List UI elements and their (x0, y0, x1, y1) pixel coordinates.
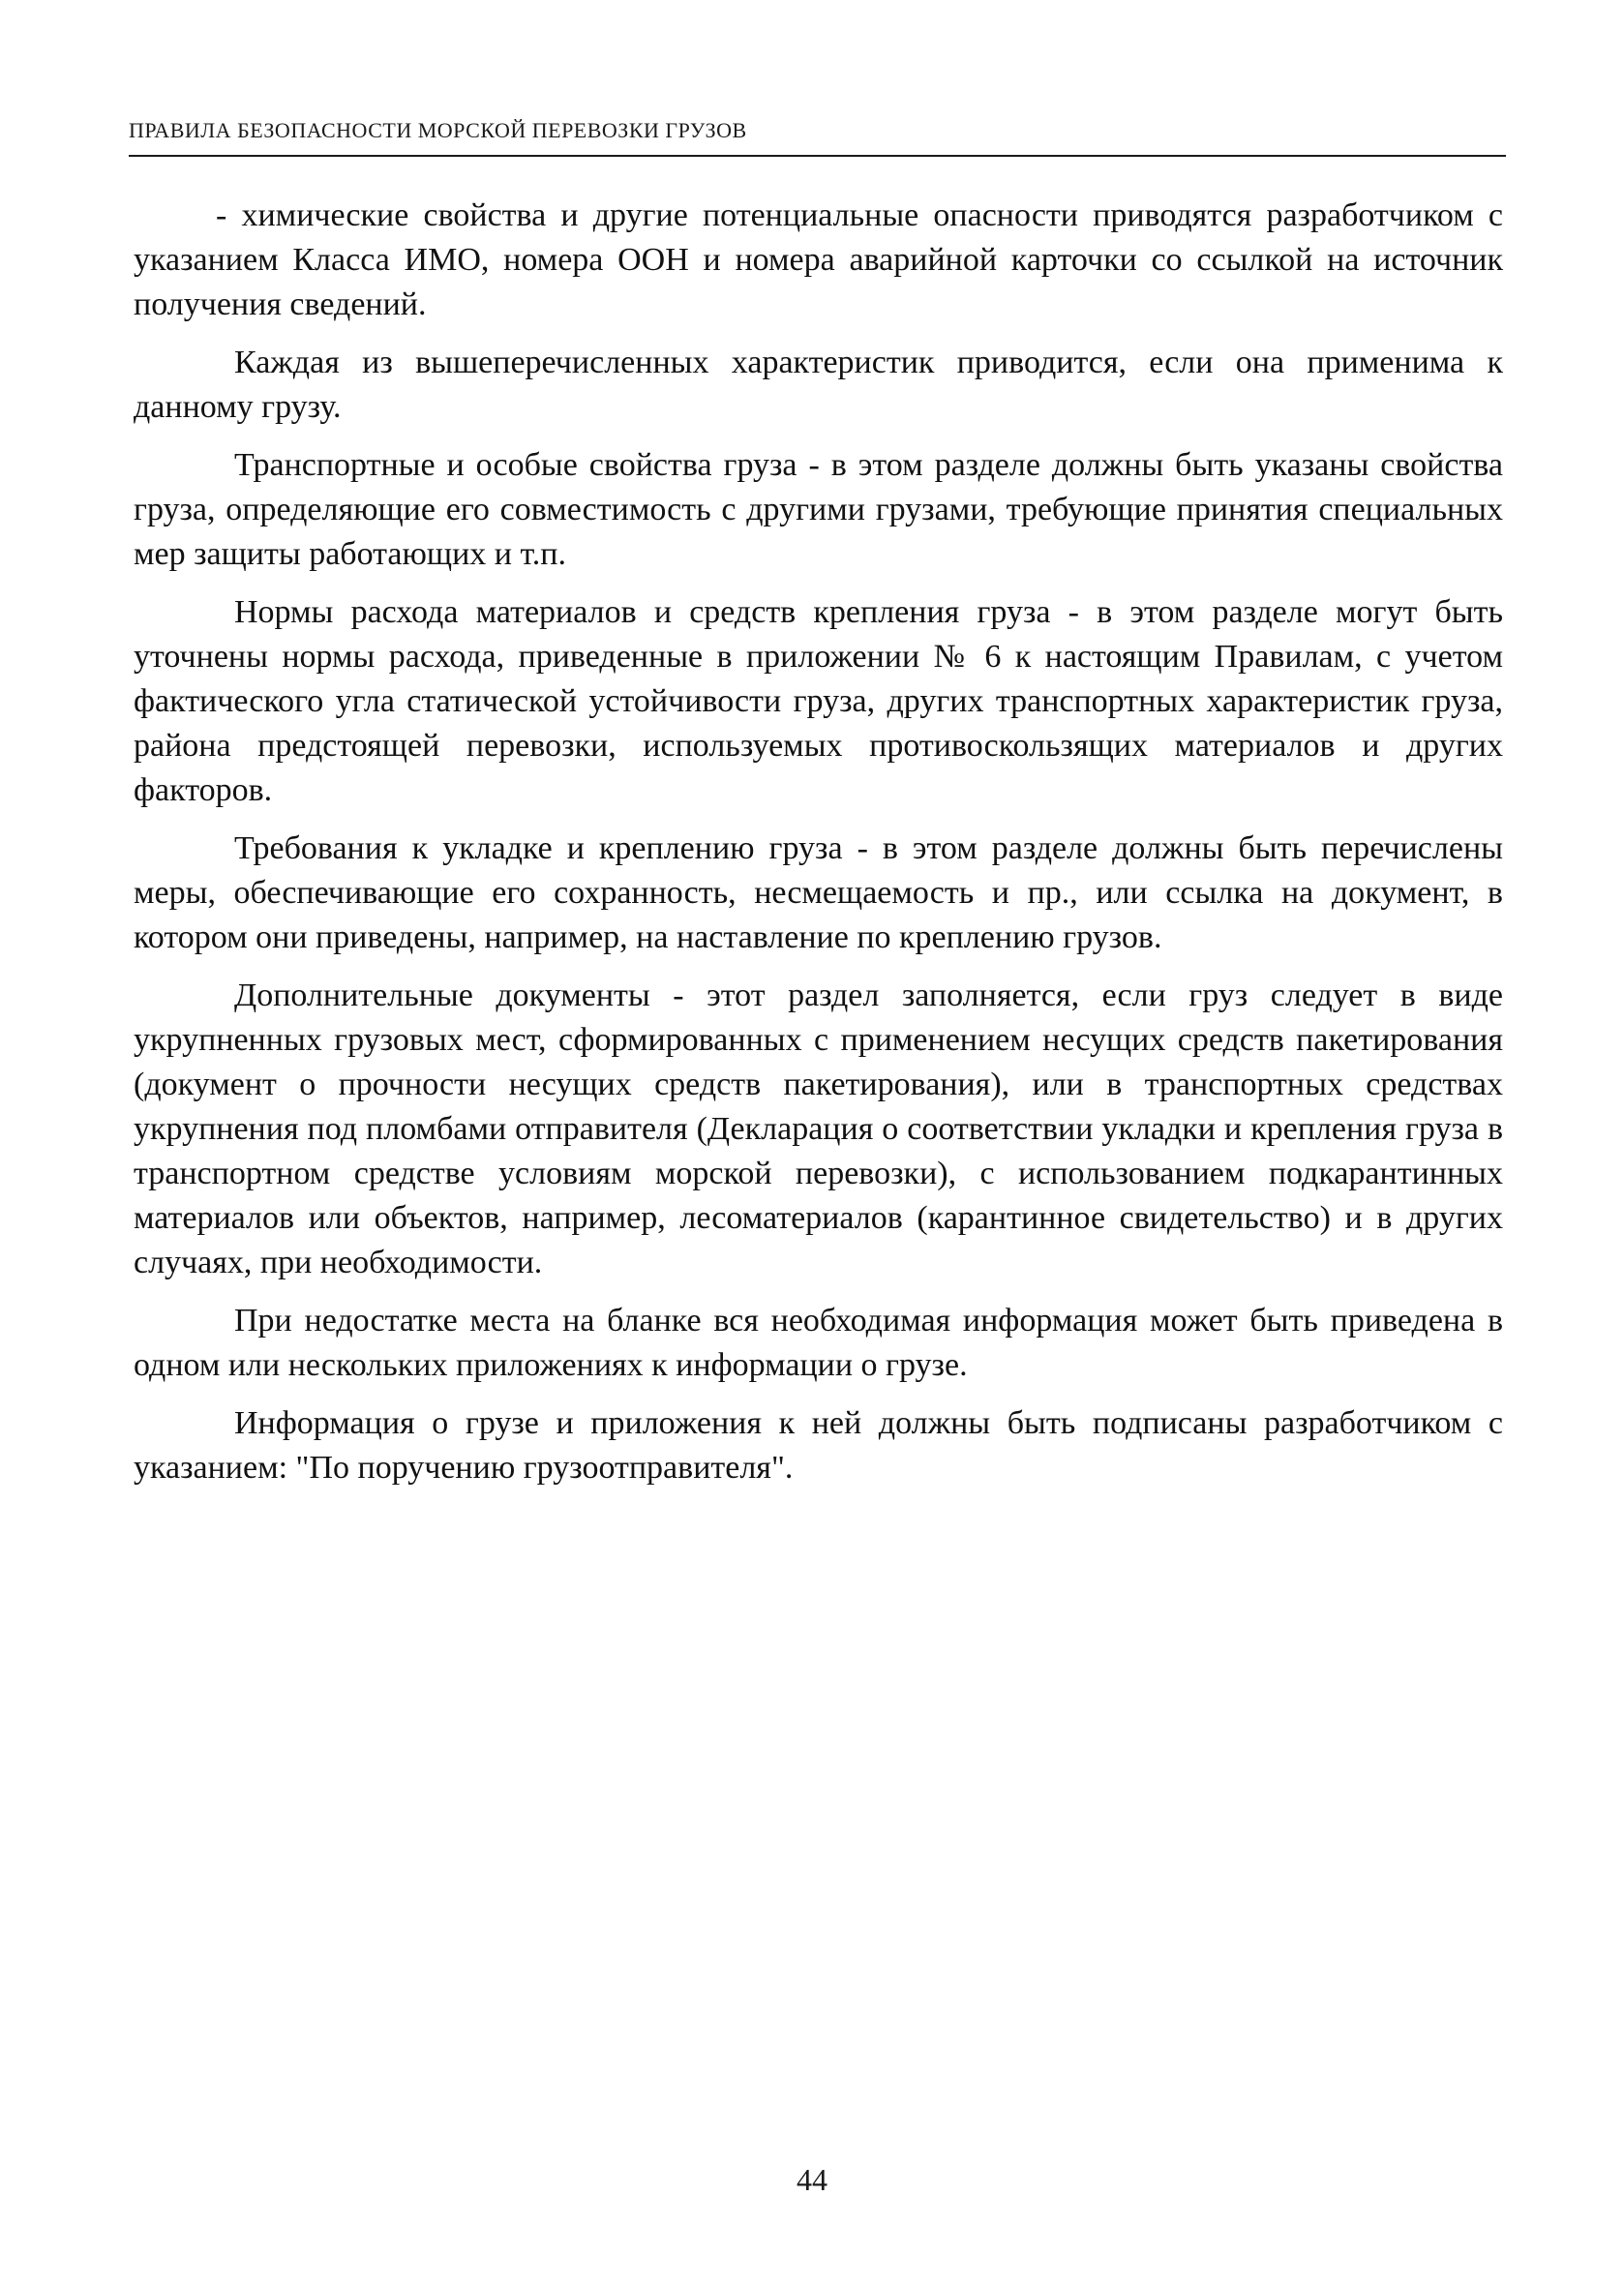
paragraph-signature: Информация о грузе и приложения к ней должны быть подписаны разработчиком с указанием: "По поручению грузоотправителя". (134, 1405, 1503, 1486)
paragraph-additional-documents: Дополнительные документы - этот раздел заполняется, если груз следует в виде укрупненных грузовых мест, сформированных с применением несущих средств пакетирования (документ о прочности несущих средств пакетирования), или в транспортных средствах укрупнения под пломбами отправителя (Декларация о соответствии укладки и крепления груза в транспортном средстве условиям морской перевозки), с использованием подкарантинных материалов или объектов, например, лесоматериалов (карантинное свидетельство) и в других случаях, при необходимости. (134, 978, 1503, 1280)
header-divider (129, 155, 1506, 157)
paragraph-characteristics-applicability: Каждая из вышеперечисленных характеристик приводится, если она применима к данному грузу. (134, 345, 1503, 425)
page-body (134, 194, 1503, 1504)
paragraph-stowage-requirements: Требования к укладке и креплению груза - в этом разделе должны быть перечислены меры, обеспечивающие его сохранность, несмещаемость и пр., или ссылка на документ, в котором они приведены, например, на наставление по креплению грузов. (134, 830, 1503, 955)
page-number: 44 (797, 2162, 827, 2197)
paragraph-lack-of-space: При недостатке места на бланке вся необходимая информация может быть приведена в одном или нескольких приложениях к информации о грузе. (134, 1303, 1503, 1383)
paragraph-chemical-properties: - химические свойства и другие потенциальные опасности приводятся разработчиком с указанием Класса ИМО, номера ООН и номера аварийной карточки со ссылкой на источник получения сведений. (134, 197, 1503, 322)
paragraph-consumption-norms: Нормы расхода материалов и средств крепления груза - в этом разделе могут быть уточнены нормы расхода, приведенные в приложении № 6 к настоящим Правилам, с учетом фактического угла статической устойчивости груза, других транспортных характеристик груза, района предстоящей перевозки, используемых противоскользящих материалов и других факторов. (134, 594, 1503, 808)
running-header: ПРАВИЛА БЕЗОПАСНОСТИ МОРСКОЙ ПЕРЕВОЗКИ ГРУЗОВ (129, 118, 747, 142)
paragraph-transport-properties: Транспортные и особые свойства груза - в этом разделе должны быть указаны свойства груза, определяющие его совместимость с другими грузами, требующие принятия специальных мер защиты работающих и т.п. (134, 447, 1503, 572)
